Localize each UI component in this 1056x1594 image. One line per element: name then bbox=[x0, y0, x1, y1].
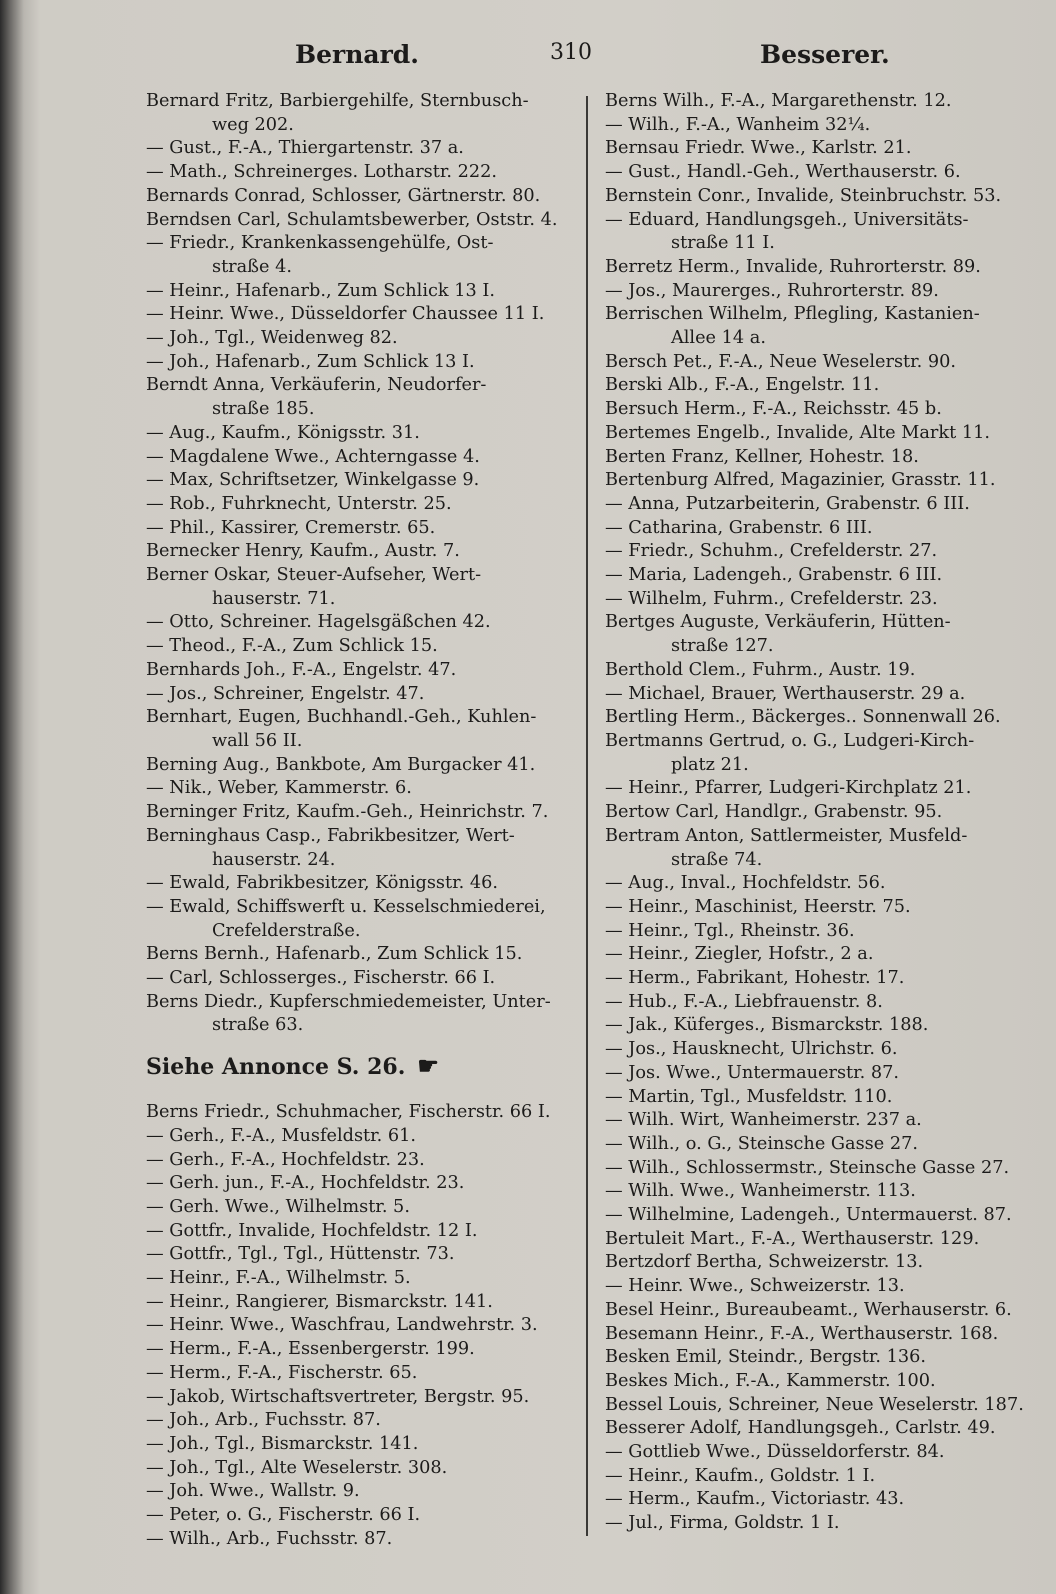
directory-entry: — Maria, Ladengeh., Grabenstr. 6 III. bbox=[605, 565, 943, 586]
directory-entry: — Aug., Inval., Hochfeldstr. 56. bbox=[605, 873, 886, 894]
directory-entry: Bertenburg Alfred, Magazinier, Grasstr. 11. bbox=[605, 470, 996, 491]
directory-entry: Bertzdorf Bertha, Schweizerstr. 13. bbox=[605, 1252, 924, 1273]
directory-entry: — Herm., F.-A., Essenbergerstr. 199. bbox=[146, 1339, 475, 1360]
directory-entry: Berten Franz, Kellner, Hohestr. 18. bbox=[605, 446, 919, 467]
directory-entry: Bernhards Joh., F.-A., Engelstr. 47. bbox=[146, 659, 457, 680]
directory-entry: — Otto, Schreiner. Hagelsgäßchen 42. bbox=[146, 612, 491, 633]
entry-continuation: straße 127. bbox=[671, 636, 774, 657]
directory-entry: — Math., Schreinerges. Lotharstr. 222. bbox=[146, 162, 497, 183]
directory-entry: Besserer Adolf, Handlungsgeh., Carlstr. 49. bbox=[605, 1418, 996, 1439]
directory-entry: — Herm., Fabrikant, Hohestr. 17. bbox=[605, 968, 905, 989]
directory-entry: — Herm., Kaufm., Victoriastr. 43. bbox=[605, 1489, 905, 1510]
directory-entry: — Wilh., o. G., Steinsche Gasse 27. bbox=[605, 1133, 918, 1154]
directory-entry: Besken Emil, Steindr., Bergstr. 136. bbox=[605, 1347, 926, 1368]
directory-entry: Bertram Anton, Sattlermeister, Musfeld- bbox=[605, 825, 968, 846]
directory-entry: — Theod., F.-A., Zum Schlick 15. bbox=[146, 636, 438, 657]
directory-entry: Bernstein Conr., Invalide, Steinbruchstr. 53. bbox=[605, 185, 1002, 206]
directory-entry: — Heinr. Wwe., Düsseldorfer Chaussee 11 I. bbox=[146, 304, 545, 325]
directory-entry: Berning Aug., Bankbote, Am Burgacker 41. bbox=[146, 754, 536, 775]
directory-entry: — Gerh., F.-A., Musfeldstr. 61. bbox=[146, 1125, 417, 1146]
directory-entry: Bernecker Henry, Kaufm., Austr. 7. bbox=[146, 541, 460, 562]
directory-entry: — Wilh., F.-A., Wanheim 32¼. bbox=[605, 114, 871, 135]
directory-entry: Bertow Carl, Handlgr., Grabenstr. 95. bbox=[605, 802, 943, 823]
directory-entry: Berns Friedr., Schuhmacher, Fischerstr. 66 I. bbox=[146, 1102, 551, 1123]
directory-entry: — Jak., Küferges., Bismarckstr. 188. bbox=[605, 1015, 929, 1036]
page-header bbox=[150, 40, 1030, 76]
directory-entry: — Joh., Tgl., Weidenweg 82. bbox=[146, 328, 398, 349]
directory-entry: — Heinr. Wwe., Schweizerstr. 13. bbox=[605, 1276, 905, 1297]
directory-entry: — Ewald, Fabrikbesitzer, Königsstr. 46. bbox=[146, 873, 498, 894]
directory-entry: — Gust., F.-A., Thiergartenstr. 37 a. bbox=[146, 138, 464, 159]
directory-entry: — Heinr., Ziegler, Hofstr., 2 a. bbox=[605, 944, 874, 965]
entry-continuation: Crefelderstraße. bbox=[212, 920, 361, 941]
directory-entry: — Ewald, Schiffswerft u. Kesselschmiederei, bbox=[146, 896, 546, 917]
directory-entry: — Gottlieb Wwe., Düsseldorferstr. 84. bbox=[605, 1442, 945, 1463]
directory-entry: Besemann Heinr., F.-A., Werthauserstr. 168. bbox=[605, 1323, 999, 1344]
directory-entry: — Heinr., F.-A., Wilhelmstr. 5. bbox=[146, 1268, 411, 1289]
directory-entry: Bersuch Herm., F.-A., Reichsstr. 45 b. bbox=[605, 399, 942, 420]
directory-entry: Besel Heinr., Bureaubeamt., Werhauserstr. 6. bbox=[605, 1299, 1012, 1320]
directory-entry: — Rob., Fuhrknecht, Unterstr. 25. bbox=[146, 493, 452, 514]
directory-entry: Berndt Anna, Verkäuferin, Neudorfer- bbox=[146, 375, 487, 396]
directory-entry: — Wilh. Wwe., Wanheimerstr. 113. bbox=[605, 1181, 916, 1202]
directory-entry: Bertuleit Mart., F.-A., Werthauserstr. 129. bbox=[605, 1228, 980, 1249]
directory-entry: — Phil., Kassirer, Cremerstr. 65. bbox=[146, 517, 436, 538]
directory-entry: — Max, Schriftsetzer, Winkelgasse 9. bbox=[146, 470, 480, 491]
directory-entry: — Friedr., Schuhm., Crefelderstr. 27. bbox=[605, 541, 938, 562]
entry-continuation: wall 56 II. bbox=[212, 730, 303, 751]
directory-entry: Berndsen Carl, Schulamtsbewerber, Oststr. 4. bbox=[146, 209, 558, 230]
directory-entry: — Catharina, Grabenstr. 6 III. bbox=[605, 517, 873, 538]
entry-continuation: straße 4. bbox=[212, 256, 292, 277]
directory-entry: Bertling Herm., Bäckerges.. Sonnenwall 26. bbox=[605, 707, 1001, 728]
directory-entry: — Gerh., F.-A., Hochfeldstr. 23. bbox=[146, 1149, 425, 1170]
directory-entry: — Hub., F.-A., Liebfrauenstr. 8. bbox=[605, 991, 883, 1012]
entry-continuation: hauserstr. 24. bbox=[212, 849, 336, 870]
entry-continuation: straße 63. bbox=[212, 1015, 304, 1036]
annonce-text: Siehe Annonce S. 26. bbox=[146, 1054, 406, 1081]
entry-continuation: straße 11 I. bbox=[671, 233, 775, 254]
directory-entry: — Heinr. Wwe., Waschfrau, Landwehrstr. 3. bbox=[146, 1315, 538, 1336]
directory-entry: — Friedr., Krankenkassengehülfe, Ost- bbox=[146, 233, 494, 254]
directory-entry: Berns Wilh., F.-A., Margarethenstr. 12. bbox=[605, 91, 952, 111]
directory-entry: Berrischen Wilhelm, Pflegling, Kastanien- bbox=[605, 304, 980, 325]
directory-entry: Berner Oskar, Steuer-Aufseher, Wert- bbox=[146, 565, 482, 586]
directory-entry: — Joh., Tgl., Bismarckstr. 141. bbox=[146, 1433, 419, 1454]
directory-entry: Bessel Louis, Schreiner, Neue Weselerstr. 187. bbox=[605, 1394, 1024, 1415]
directory-entry: — Wilhelm, Fuhrm., Crefelderstr. 23. bbox=[605, 588, 938, 609]
directory-entry: — Gust., Handl.-Geh., Werthauserstr. 6. bbox=[605, 162, 961, 183]
directory-entry: Bernhart, Eugen, Buchhandl.-Geh., Kuhlen- bbox=[146, 707, 537, 728]
directory-entry: Berns Diedr., Kupferschmiedemeister, Unter- bbox=[146, 991, 551, 1012]
directory-entry: — Aug., Kaufm., Königsstr. 31. bbox=[146, 422, 420, 443]
header-left-keyword: Bernard. bbox=[295, 40, 419, 69]
left-column bbox=[146, 90, 574, 1551]
directory-entry: — Gerh. Wwe., Wilhelmstr. 5. bbox=[146, 1196, 410, 1217]
directory-entry: Berretz Herm., Invalide, Ruhrorterstr. 89. bbox=[605, 256, 981, 277]
directory-entry: — Eduard, Handlungsgeh., Universitäts- bbox=[605, 209, 969, 230]
directory-entry: — Herm., F.-A., Fischerstr. 65. bbox=[146, 1362, 418, 1383]
directory-entry: — Heinr., Maschinist, Heerstr. 75. bbox=[605, 896, 911, 917]
directory-entry: — Jos., Schreiner, Engelstr. 47. bbox=[146, 683, 425, 704]
directory-entry: — Gottfr., Invalide, Hochfeldstr. 12 I. bbox=[146, 1220, 478, 1241]
directory-entry: — Joh., Hafenarb., Zum Schlick 13 I. bbox=[146, 351, 475, 372]
header-right-keyword: Besserer. bbox=[760, 40, 890, 69]
directory-entry: — Magdalene Wwe., Achterngasse 4. bbox=[146, 446, 480, 467]
directory-entry: — Joh., Arb., Fuchsstr. 87. bbox=[146, 1410, 381, 1431]
directory-entry: — Jos., Maurerges., Ruhrorterstr. 89. bbox=[605, 280, 939, 301]
directory-entry: Bernard Fritz, Barbiergehilfe, Sternbusch- bbox=[146, 91, 529, 111]
directory-entry: — Heinr., Rangierer, Bismarckstr. 141. bbox=[146, 1291, 493, 1312]
directory-entry: — Carl, Schlosserges., Fischerstr. 66 I. bbox=[146, 968, 496, 989]
entry-continuation: straße 185. bbox=[212, 399, 315, 420]
directory-entry: — Wilhelmine, Ladengeh., Untermauerst. 87. bbox=[605, 1205, 1012, 1226]
directory-entry: Berninghaus Casp., Fabrikbesitzer, Wert- bbox=[146, 825, 515, 846]
pointing-hand-icon: ☛ bbox=[417, 1051, 439, 1081]
directory-entry: Bertmanns Gertrud, o. G., Ludgeri-Kirch- bbox=[605, 730, 975, 751]
directory-entry: — Heinr., Hafenarb., Zum Schlick 13 I. bbox=[146, 280, 495, 301]
directory-entry: Berski Alb., F.-A., Engelstr. 11. bbox=[605, 375, 880, 396]
directory-entry: Bernsau Friedr. Wwe., Karlstr. 21. bbox=[605, 138, 912, 159]
entry-continuation: platz 21. bbox=[671, 754, 749, 775]
page-number: 310 bbox=[550, 40, 592, 65]
directory-entry: — Michael, Brauer, Werthauserstr. 29 a. bbox=[605, 683, 966, 704]
directory-entry: — Heinr., Pfarrer, Ludgeri-Kirchplatz 21. bbox=[605, 778, 972, 799]
directory-entry: — Peter, o. G., Fischerstr. 66 I. bbox=[146, 1505, 421, 1526]
directory-entry: — Wilh., Schlossermstr., Steinsche Gasse 27. bbox=[605, 1157, 1010, 1178]
directory-entry: — Heinr., Kaufm., Goldstr. 1 I. bbox=[605, 1465, 876, 1486]
directory-entry: — Nik., Weber, Kammerstr. 6. bbox=[146, 778, 412, 799]
directory-entry: Bertges Auguste, Verkäuferin, Hütten- bbox=[605, 612, 951, 633]
directory-entry: Bersch Pet., F.-A., Neue Weselerstr. 90. bbox=[605, 351, 957, 372]
directory-entry: — Martin, Tgl., Musfeldstr. 110. bbox=[605, 1086, 893, 1107]
directory-entry: — Heinr., Tgl., Rheinstr. 36. bbox=[605, 920, 855, 941]
directory-entry: — Jul., Firma, Goldstr. 1 I. bbox=[605, 1513, 840, 1534]
directory-entry: — Joh., Tgl., Alte Weselerstr. 308. bbox=[146, 1457, 448, 1478]
directory-entry: — Wilh. Wirt, Wanheimerstr. 237 a. bbox=[605, 1110, 922, 1131]
directory-entry: — Jos. Wwe., Untermauerstr. 87. bbox=[605, 1062, 900, 1083]
directory-entry: Berthold Clem., Fuhrm., Austr. 19. bbox=[605, 659, 916, 680]
entry-continuation: straße 74. bbox=[671, 849, 763, 870]
directory-entry: Berninger Fritz, Kaufm.-Geh., Heinrichstr. 7. bbox=[146, 802, 549, 823]
entry-continuation: weg 202. bbox=[212, 114, 294, 135]
directory-entry: — Gerh. jun., F.-A., Hochfeldstr. 23. bbox=[146, 1173, 465, 1194]
directory-entry: — Gottfr., Tgl., Tgl., Hüttenstr. 73. bbox=[146, 1244, 455, 1265]
column-divider bbox=[586, 96, 588, 1536]
right-column bbox=[605, 90, 1030, 1536]
directory-entry: Bernards Conrad, Schlosser, Gärtnerstr. 80. bbox=[146, 185, 541, 206]
directory-entry: Beskes Mich., F.-A., Kammerstr. 100. bbox=[605, 1370, 936, 1391]
annonce-notice bbox=[146, 1052, 574, 1081]
directory-entry: — Anna, Putzarbeiterin, Grabenstr. 6 III. bbox=[605, 493, 970, 514]
directory-entry: — Joh. Wwe., Wallstr. 9. bbox=[146, 1481, 360, 1502]
directory-entry: — Jos., Hausknecht, Ulrichstr. 6. bbox=[605, 1039, 898, 1060]
directory-entry: — Jakob, Wirtschaftsvertreter, Bergstr. 95. bbox=[146, 1386, 530, 1407]
directory-entry: Berns Bernh., Hafenarb., Zum Schlick 15. bbox=[146, 944, 523, 965]
directory-entry: Bertemes Engelb., Invalide, Alte Markt 11. bbox=[605, 422, 990, 443]
directory-entry: — Wilh., Arb., Fuchsstr. 87. bbox=[146, 1528, 393, 1549]
entry-continuation: hauserstr. 71. bbox=[212, 588, 336, 609]
entry-continuation: Allee 14 a. bbox=[671, 328, 766, 349]
